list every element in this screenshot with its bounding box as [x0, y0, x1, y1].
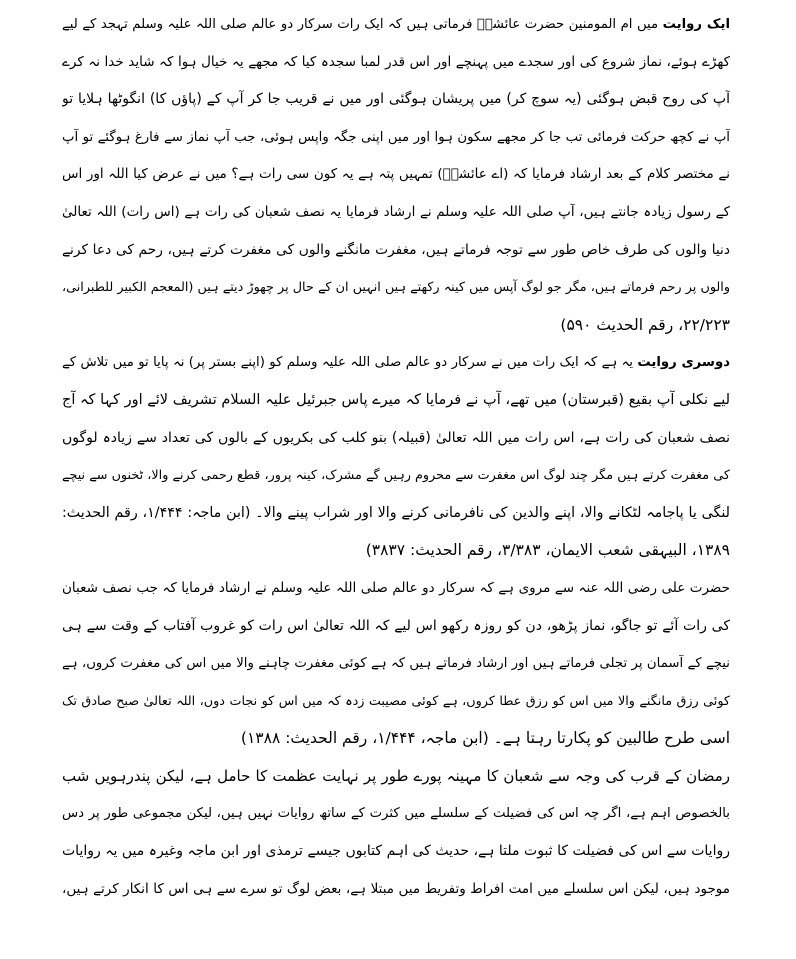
text-line-reference: اسی طرح طالبین کو پکارتا رہتا ہے۔ (ابن ماجہ، ۱/۴۴۴، رقم الحدیث: ۱۳۸۸)	[240, 729, 730, 748]
text-line: نے مختصر کلام کے بعد ارشاد فرمایا کہ (اے عائشہؓ) تمہیں پتہ ہے یہ کون سی رات ہے؟ میں نے عرض کیا اللہ اور اس	[62, 166, 730, 183]
text-line: آپ کی روح قبض ہوگئی (یہ سوچ کر) میں پریشان ہوگئی اور میں نے قریب جا کر آپ کے (پاؤں کا) انگوٹھا ہلایا تو	[62, 91, 730, 108]
text-line-reference: ۱۳۸۹، البیہقی شعب الایمان، ۳/۳۸۳، رقم الحدیث: ۳۸۳۷)	[365, 541, 730, 560]
text-line-reference: ۲۲/۲۲۳، رقم الحدیث ۵۹۰)	[560, 315, 730, 334]
text-line: موجود ہیں، لیکن اس سلسلے میں امت افراط وتفریط میں مبتلا ہے، بعض لوگ تو سرے سے ہی اس کا انکار کرتے ہیں،	[62, 880, 730, 897]
text-line: لنگی یا پاجامہ لٹکانے والا، اپنے والدین کی نافرمانی کرنے والا اور شراب پینے والا۔ (ابن ماجہ: ۱/۴۴۴، رقم الحدیث:	[62, 504, 730, 521]
text-line: نیچے کے آسمان پر تجلی فرماتے ہیں اور ارشاد فرماتے ہیں کہ ہے کوئی مغفرت چاہنے والا میں اس کی مغفرت کروں، ہے	[62, 656, 730, 672]
text-line: کی مغفرت کرتے ہیں مگر چند لوگ اس مغفرت سے محروم رہیں گے مشرک، کینہ پرور، قطع رحمی کرنے والا، ٹخنوں سے نیچے	[62, 468, 730, 484]
text-line: رمضان کے قرب کی وجہ سے شعبان کا مہینہ پورے طور پر نہایت عظمت کا حامل ہے، لیکن پندرہویں شب	[62, 766, 730, 785]
paragraph-second-narration	[62, 344, 730, 570]
text-line: لیے نکلی آپ بقیع (قبرستان) میں تھے، آپ نے فرمایا کہ میرے پاس جبرئیل علیہ السلام تشریف لائے اور کہا کہ آج	[62, 391, 730, 408]
text-line: والوں پر رحم فرماتے ہیں، مگر جو لوگ آپس میں کینہ رکھتے ہیں انہیں ان کے حال پر چھوڑ دیتے ہیں (المعجم الکبیر للطبرانی،	[62, 280, 730, 296]
text-line: کے رسول زیادہ جانتے ہیں، آپ صلی اللہ علیہ وسلم نے ارشاد فرمایا یہ نصف شعبان کی رات ہے (اس رات) اللہ تعالیٰ	[62, 203, 730, 220]
text-line: کھڑے ہوئے، نماز شروع کی اور سجدے میں پہنچے اور اس قدر لمبا سجدہ کیا کہ مجھے یہ خیال ہوا کہ شاید خدا نہ کرے	[62, 53, 730, 70]
text-line: ایک روایت میں ام المومنین حضرت عائشہؓ فرماتی ہیں کہ ایک رات سرکار دو عالم صلی اللہ علیہ وسلم تہجد کے لیے	[62, 17, 730, 32]
text-line: دوسری روایت یہ ہے کہ ایک رات میں نے سرکار دو عالم صلی اللہ علیہ وسلم کو (اپنے بستر پر) نہ پایا تو میں تلاش کے	[62, 355, 730, 371]
text-line: کوئی رزق مانگنے والا میں اس کو رزق عطا کروں، ہے کوئی مصیبت زدہ کہ میں اس کو نجات دوں، اللہ تعالیٰ صبح صادق تک	[62, 693, 730, 709]
text-line: روایات سے اس کی فضیلت کا ثبوت ملتا ہے، حدیث کی اہم کتابوں جیسے ترمذی اور ابن ماجہ وغیرہ میں یہ روایات	[62, 843, 730, 860]
paragraph-shaban-commentary	[62, 758, 730, 908]
text-line: حضرت علی رضی اللہ عنہ سے مروی ہے کہ سرکار دو عالم صلی اللہ علیہ وسلم نے ارشاد فرمایا کہ جب نصف شعبان	[62, 579, 730, 596]
text-line: نصف شعبان کی رات ہے، اس رات میں اللہ تعالیٰ (قبیلہ) بنو کلب کی بکریوں کے بالوں کی تعداد سے زیادہ لوگوں	[62, 429, 730, 446]
document-page	[62, 6, 730, 956]
text-line: آپ نے کچھ حرکت فرمائی تب جا کر مجھے سکون ہوا اور میں اپنی جگہ واپس ہوئی، جب آپ نماز سے فارغ ہوگئے تو آپ	[62, 129, 730, 145]
paragraph-lead: دوسری روایت	[637, 355, 730, 371]
paragraph-hazrat-ali-narration	[62, 570, 730, 758]
text-line: بالخصوص اہم ہے، اگر چہ اس کی فضیلت کے سلسلے میں کثرت کے ساتھ روایات نہیں ہیں، لیکن مجموعی طور پر دس	[62, 806, 730, 822]
paragraph-lead: ایک روایت	[662, 17, 730, 32]
paragraph-first-narration	[62, 6, 730, 344]
text-line: دنیا والوں کی طرف خاص طور سے توجہ فرماتے ہیں، مغفرت مانگنے والوں کی مغفرت کرتے ہیں، رحم کی دعا کرنے	[62, 241, 730, 258]
text-line: کی رات آئے تو جاگو، نماز پڑھو، دن کو روزہ رکھو اس لیے کہ اللہ تعالیٰ اس رات کو غروب آفتاب کے وقت سے ہی	[62, 617, 730, 634]
